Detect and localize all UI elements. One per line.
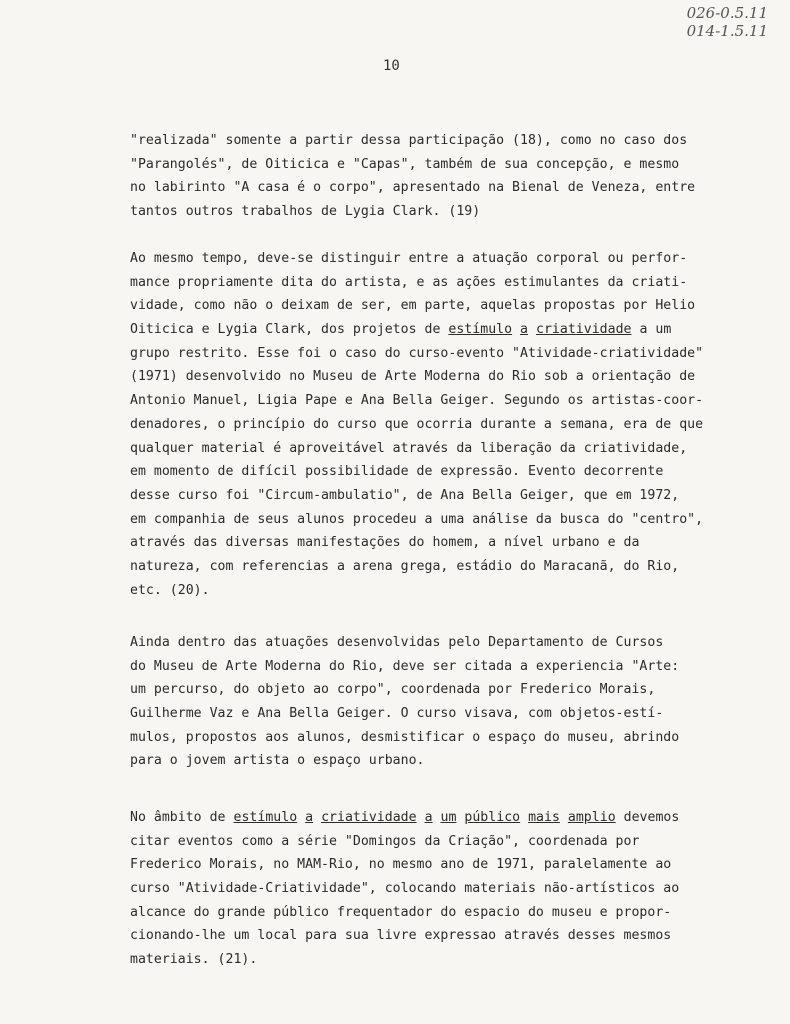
text-line-with-underline: [130, 806, 730, 830]
text-segment: No âmbito de: [130, 810, 234, 825]
paragraph-3: [130, 631, 730, 773]
text-segment: a um: [631, 322, 672, 338]
text-line: do Museu de Arte Moderna do Rio, deve ser citada a experiencia "Arte:: [130, 658, 680, 674]
text-line: (1971) desenvolvido no Museu de Arte Moderna do Rio sob a orientação de: [130, 369, 696, 385]
text-line: Ao mesmo tempo, deve-se distinguir entre a atuação corporal ou perfor-: [130, 251, 688, 266]
underlined-word: amplio: [567, 810, 616, 825]
text-segment: devemos: [615, 810, 680, 825]
text-line: vidade, como não o deixam de ser, em parte, aquelas propostas por Helio: [130, 298, 696, 314]
text-line: denadores, o princípio do curso que ocorria durante a semana, era de que: [130, 416, 704, 432]
text-line: Guilherme Vaz e Ana Bella Geiger. O curso visava, com objetos-estí-: [130, 706, 664, 722]
text-line: Frederico Morais, no MAM-Rio, no mesmo ano de 1971, paralelamente ao: [130, 857, 672, 873]
underlined-word: a: [520, 322, 529, 338]
text-line: através das diversas manifestações do homem, a nível urbano e da: [130, 535, 640, 551]
text-line: tantos outros trabalhos de Lygia Clark. (19): [130, 204, 481, 220]
paragraph-4: [130, 806, 730, 972]
text-line: alcance do grande público frequentador do espacio do museu e propor-: [130, 904, 672, 920]
text-line: citar eventos como a série "Domingos da Criação", coordenada por: [130, 833, 640, 849]
underlined-word: público: [464, 810, 521, 825]
text-line: "Parangolés", de Oiticica e "Capas", também de sua concepção, e mesmo: [130, 156, 680, 172]
underlined-word: criatividade: [535, 322, 632, 338]
space: [297, 810, 305, 825]
handwritten-reference-annotation: [687, 4, 768, 40]
annotation-line: 026-0.5.11: [686, 4, 768, 22]
underlined-word: mais: [528, 810, 560, 825]
paragraph-1: [130, 129, 730, 224]
text-line: Ainda dentro das atuações desenvolvidas pelo Departamento de Cursos: [130, 635, 664, 650]
text-line: para o jovem artista o espaço urbano.: [130, 753, 425, 769]
space: [520, 810, 528, 825]
text-line: em momento de difícil possibilidade de expressão. Evento decorrente: [130, 464, 664, 480]
underlined-word: estímulo: [233, 810, 298, 825]
space: [433, 810, 441, 825]
space: [417, 810, 425, 825]
text-line: em companhia de seus alunos procedeu a uma análise da busca do "centro",: [130, 511, 704, 527]
paragraph-2: [130, 247, 730, 602]
text-line: mulos, propostos aos alunos, desmistificar o espaço do museu, abrindo: [130, 729, 680, 745]
text-line: curso "Atividade-Criatividade", colocando materiais não-artísticos ao: [130, 881, 680, 897]
text-line: mance propriamente dita do artista, e as ações estimulantes da criati-: [130, 274, 688, 290]
text-segment: Oiticica e Lygia Clark, dos projetos de: [130, 322, 449, 338]
annotation-line: 014-1.5.11: [686, 22, 768, 40]
text-line: no labirinto "A casa é o corpo", apresentado na Bienal de Veneza, entre: [130, 180, 696, 196]
text-line: grupo restrito. Esse foi o caso do curso-evento "Atividade-criatividade": [130, 345, 704, 361]
text-line: Antonio Manuel, Ligia Pape e Ana Bella Geiger. Segundo os artistas-coor-: [130, 393, 704, 409]
underlined-word: um: [440, 810, 457, 825]
text-line: um percurso, do objeto ao corpo", coordenada por Frederico Morais,: [130, 682, 656, 698]
text-line-with-underline: [130, 318, 730, 342]
underlined-word: a: [305, 810, 314, 825]
space: [560, 810, 568, 825]
underlined-word: estímulo: [448, 322, 513, 338]
text-line: cionando-lhe um local para sua livre expressao através desses mesmos: [130, 928, 672, 944]
underlined-word: criatividade: [321, 810, 417, 825]
text-line: qualquer material é aproveitável através da liberação da criatividade,: [130, 440, 688, 456]
underlined-word: a: [424, 810, 433, 825]
text-line: "realizada" somente a partir dessa participação (18), como no caso dos: [130, 133, 688, 148]
text-line: natureza, com referencias a arena grega, estádio do Maracanã, do Rio,: [130, 558, 680, 574]
page-number: 10: [383, 58, 400, 74]
text-line: desse curso foi "Circum-ambulatio", de Ana Bella Geiger, que em 1972,: [130, 487, 680, 503]
space: [313, 810, 321, 825]
text-line: materiais. (21).: [130, 952, 258, 968]
text-line: etc. (20).: [130, 582, 210, 598]
